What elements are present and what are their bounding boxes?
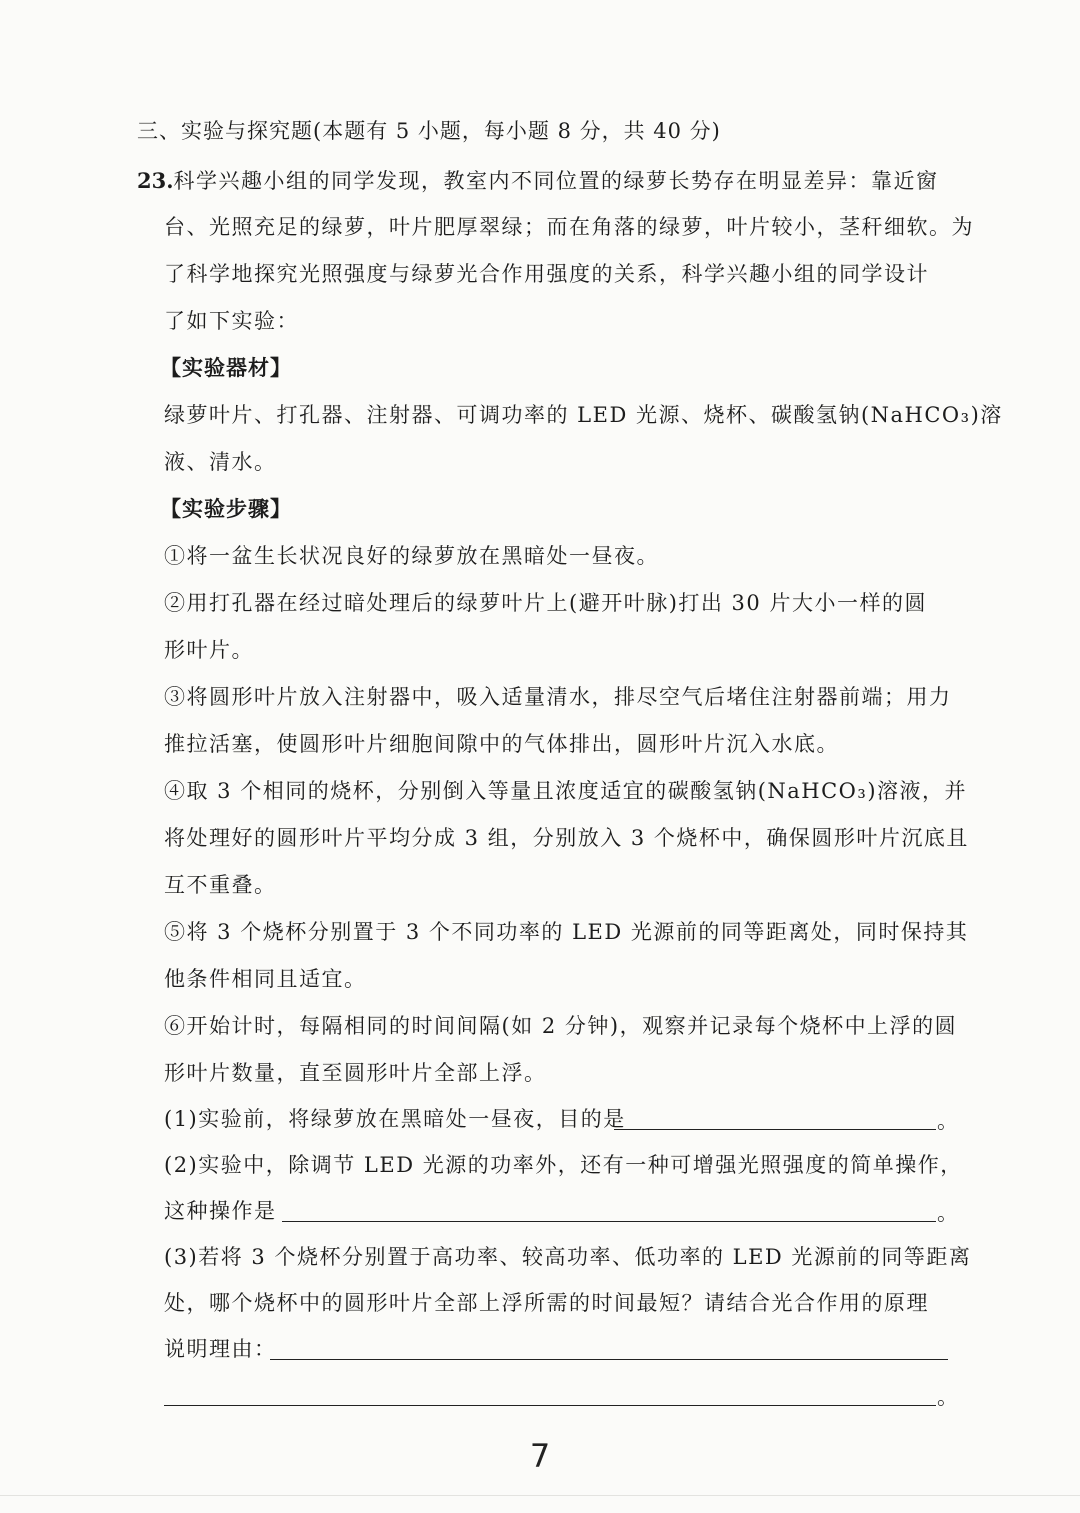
step-6-line-1: ⑥开始计时，每隔相同的时间间隔(如 2 分钟)，观察并记录每个烧杯中上浮的圆 [164, 1014, 958, 1038]
sub-question-2-line-1: (2)实验中，除调节 LED 光源的功率外，还有一种可增强光照强度的简单操作， [164, 1153, 963, 1177]
answer-blank-3a[interactable] [270, 1359, 948, 1360]
step-2-line-1: ②用打孔器在经过暗处理后的绿萝叶片上(避开叶脉)打出 30 片大小一样的圆 [164, 591, 927, 615]
period-2: 。 [937, 1201, 958, 1225]
bottom-divider [0, 1495, 1080, 1496]
question-23-line-2: 台、光照充足的绿萝，叶片肥厚翠绿；而在角落的绿萝，叶片较小，茎秆细软。为 [164, 215, 974, 239]
materials-heading: 【实验器材】 [160, 355, 292, 380]
step-4-line-1: ④取 3 个相同的烧杯，分别倒入等量且浓度适宜的碳酸氢钠(NaHCO₃)溶液，并 [164, 779, 968, 803]
sub-question-3-line-2: 处，哪个烧杯中的圆形叶片全部上浮所需的时间最短？请结合光合作用的原理 [164, 1291, 929, 1315]
period-3: 。 [937, 1385, 958, 1409]
step-5-line-2: 他条件相同且适宜。 [164, 967, 367, 991]
materials-line-1: 绿萝叶片、打孔器、注射器、可调功率的 LED 光源、烧杯、碳酸氢钠(NaHCO₃)溶 [164, 403, 1003, 427]
sub-question-1: (1)实验前，将绿萝放在黑暗处一昼夜，目的是 [164, 1107, 626, 1131]
materials-line-2: 液、清水。 [164, 450, 277, 474]
step-3-line-2: 推拉活塞，使圆形叶片细胞间隙中的气体排出，圆形叶片沉入水底。 [164, 732, 839, 756]
period-1: 。 [937, 1109, 958, 1133]
sub-question-3-line-1: (3)若将 3 个烧杯分别置于高功率、较高功率、低功率的 LED 光源前的同等距离 [164, 1245, 972, 1269]
step-4-line-3: 互不重叠。 [164, 873, 277, 897]
step-5-line-1: ⑤将 3 个烧杯分别置于 3 个不同功率的 LED 光源前的同等距离处，同时保持其 [164, 920, 969, 944]
steps-heading: 【实验步骤】 [160, 496, 292, 521]
step-4-line-2: 将处理好的圆形叶片平均分成 3 组，分别放入 3 个烧杯中，确保圆形叶片沉底且 [164, 826, 969, 850]
question-number: 23. [137, 168, 174, 193]
answer-blank-2[interactable] [282, 1221, 936, 1222]
question-23-line-1: 23.科学兴趣小组的同学发现，教室内不同位置的绿萝长势存在明显差异：靠近窗 [137, 168, 939, 193]
page-number: 7 [529, 1437, 551, 1475]
sub-question-3-line-3: 说明理由： [164, 1337, 277, 1361]
question-23-line-3: 了科学地探究光照强度与绿萝光合作用强度的关系，科学兴趣小组的同学设计 [164, 262, 929, 286]
question-23-line-4: 了如下实验： [164, 309, 299, 333]
answer-blank-3b[interactable] [164, 1405, 936, 1406]
step-1-line-1: ①将一盆生长状况良好的绿萝放在黑暗处一昼夜。 [164, 544, 659, 568]
step-6-line-2: 形叶片数量，直至圆形叶片全部上浮。 [164, 1061, 547, 1085]
answer-blank-1[interactable] [614, 1129, 936, 1130]
sub-question-2-line-2: 这种操作是 [164, 1199, 277, 1223]
step-2-line-2: 形叶片。 [164, 638, 254, 662]
section-header: 三、实验与探究题(本题有 5 小题，每小题 8 分，共 40 分) [137, 119, 721, 143]
step-3-line-1: ③将圆形叶片放入注射器中，吸入适量清水，排尽空气后堵住注射器前端；用力 [164, 685, 952, 709]
